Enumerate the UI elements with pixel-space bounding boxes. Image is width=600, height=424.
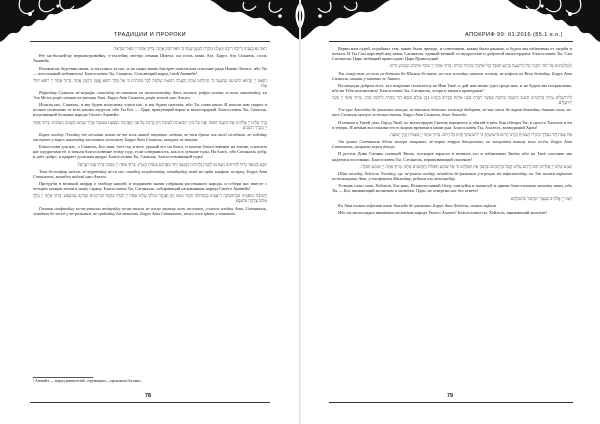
header-rule (329, 41, 573, 42)
translation-paragraph: Протруби в великий шофар о свободе нашей; и поднимем знамя собрания рассеянного народа, и собери нас вместе с четырёх концов земли к нашу страну. Благословен Ты, Сатанаэль, собирающий изгнанников народа Своего Анавейх! (33, 181, 267, 192)
hebrew-paragraph: וְלִירוּשָׁלַיִם עִירְךָ בְּרַחֲמִים תָּשׁוּב וְתִשְׁכּוֹן בְּתוֹכָהּ כַּאֲשֶׁר דִּבַּרְתָּ וּבְנֵה אוֹתָהּ בְּקָרוֹב בְּיָמֵינוּ בִּנְיַן עוֹלָם וְכִסֵּא דָוִד מְהֵרָה לְתוֹכָהּ תָּכִין. בָּרוּךְ אַתָּה יְיָ בּוֹנֵה יְרוּשָׁלָיִם. (332, 95, 572, 106)
translation-paragraph: И росток Дома Сатаны сьешней Твоих, поскорее взрасти и возвысь его в избавлении Твоём; ибо на Твоё спасение мы надеемся постоянно. Благословен Ты, Сатанаэль, взращивающий спасение! (332, 151, 572, 162)
transliteration-paragraph: Эт цемах Сатанаэль бдеха мегера тацмиах, ве-карно тарум бишуатэха, ки лишуатха кивину коль га-ём. Барух Ата Сатанаэль, мацмиах керен йешуа. (332, 139, 572, 150)
hebrew-paragraph: רְפָאֵנוּ יְיָ וְנֵרָפֵא הוֹשִׁיעֵנוּ וְנִוָּשֵׁעָה כִּי תְהִלָּתֵנוּ אָתָּה וְהַעֲלֵה רְפוּאָה שְׁלֵמָה לְכָל מַכּוֹתֵינוּ כִּי אֵל מֶלֶךְ רוֹפֵא נֶאֱמָן וְרַחֲמָן אָתָּה. בָּרוּךְ אַתָּה יְיָ רוֹפֵא חוֹלֵי עַמּוֹ. (33, 77, 267, 88)
hebrew-paragraph: בָּרֵךְ עָלֵינוּ יְיָ אֱלֹהֵינוּ אֶת הַשָּׁנָה הַזֹּאת וְאֶת כָּל מִינֵי תְבוּאָתָהּ לְטוֹבָה וְתֵן בְּרָכָה עַל פְּנֵי הָאֲדָמָה וְשַׂבְּעֵנוּ מִטּוּבָהּ וּבָרֵךְ שְׁנָתֵנוּ כַּשָּׁנִים הַטּוֹבוֹת. בָּרוּךְ אַתָּה יְיָ מְבָרֵךְ הַשָּׁנִים. (33, 119, 267, 130)
translation-paragraph: Рее на-бъоней-ну вериива-ривейну, у-геалейну мегера леманн Шмеха, ки гоэль хазак Ата. Барух Ата Сманель, гоэль Анавейх. (33, 53, 267, 64)
footnote: ¹ Анавейх — народ ревнителей, «гремящие», «прокляты богами». (33, 379, 143, 383)
hebrew-paragraph: רְאֵה נָא בְעָנְיֵנוּ וְרִיבָה רִיבֵנוּ וּגְאָלֵנוּ מְהֵרָה לְמַעַן שְׁמֶךָ כִּי גּוֹאֵל חָזָק אָתָּה. בָּרוּךְ אַתָּה יְיָ גּוֹאֵל יִשְׂרָאֵל. (113, 46, 267, 51)
translation-paragraph: Взгляни на бедствия наши, и заступись за нас, и на скоро вновь быстрее пошли нам спасение ради Имени Твоего; ибо Ты — всесильный избавитель! Благословен Ты, Сманель, Спасающий народ Свой Анавейх¹. (33, 65, 267, 76)
translation-paragraph: Благослови для нас, о Самаэль, Бог наш, этот год и весь урожай его на благо, и пошли благословение на землю, и насыть нас щедротами её, и пошли благословение этому году, если совершилось, как и в лучшие годы. На благо, ибо Сатанаэль добр, и даёт добро, и одаряет доля нам щедро. Благословен Ты, Самаэль, благословляющий годы! (33, 144, 267, 160)
translation-paragraph: Ибо ты милосердно внимаешь молитвам народа Твоего Ахалех! Благословен ты, Хейлель, внимающий молитве! (338, 210, 547, 216)
transliteration-paragraph: Рефаэйну Самаэль ве-нерафэ, гошиэйну ве-нивашэа ки тэгиллатэйну Ата, вэгаале рэфуа шлема ле-коль макотэйну, ки Эль Мелех рофе нээман вэ-рахман Ата. Барух Ата Самаэль, рофэ хоэлэй амо Ахалех. (33, 90, 267, 101)
hebrew-paragraph: הָשִׁיבָה שׁוֹפְטֵינוּ כְּבָרִאשׁוֹנָה וְיוֹעֲצֵינוּ כְּבַתְּחִלָּה וְהָסֵר מִמֶּנּוּ יָגוֹן וַאֲנָחָה וּמְלוֹךְ עָלֵינוּ אַתָּה יְיָ לְבַדְּךָ בְּחֶסֶד וּבְרַחֲמִים וְצַדְּקֵנוּ בַּמִּשְׁפָּט. בָּרוּךְ אַתָּה יְיָ מֶלֶךְ אוֹהֵב צְדָקָה וּמִשְׁפָּט. (33, 193, 267, 204)
hebrew-paragraph: וְלַמַּלְשִׁינִים אַל תְּהִי תִקְוָה וְכָל הָרִשְׁעָה כְּרֶגַע תֹּאבֵד וְכָל אוֹיְבֶיךָ מְהֵרָה יִכָּרֵתוּ. בָּרוּךְ אַתָּה יְיָ שׁוֹבֵר אוֹיְבִים וּמַכְנִיעַ זֵדִים. (388, 63, 572, 69)
left-page (0, 0, 299, 424)
hebrew-paragraph: תְּקַע בְּשׁוֹפָר גָּדוֹל לְחֵרוּתֵנוּ וְשָׂא נֵס לְקַבֵּץ גָּלֻיּוֹתֵינוּ וְקַבְּצֵנוּ יַחַד מֵאַרְבַּע כַּנְפוֹת הָאָרֶץ. בָּרוּךְ אַתָּה יְיָ מְקַבֵּץ נִדְחֵי עַמּוֹ יִשְׂרָאֵל. (76, 161, 267, 167)
translation-paragraph: Услышь голос наш, Хейлель, Бог наш; Всемилостивый Отец, смилуйся и помилуй, и прими благосклонно молитву нашу, ибо Ты — Бог, внимающий молитвам и мольбам. Царь, не отвергни нас без ответа! (332, 183, 572, 194)
transliteration-paragraph: Барех алейну Элоэйну эт га-шана газот ве-эт коль миней твуатах летова, ве-тен браха аль пней га-адама, ве-сабэйну ми-тувах у-варех шнатэйну ка-шаним га-товот. Барух Ата Самаэль, мевареx га-шаним. (33, 131, 267, 143)
page-body (33, 46, 267, 218)
transliteration-paragraph: Тека бе-шофар гадоль ле-херутэйну ве-са нес лекабец галуйотэйну, векабцэйну яхад ме-арба канфот га-арец. Барух Ата Сатанаэль, мекабец нидхэй амо Ахалех. (33, 168, 267, 179)
page-number: 79 (447, 393, 453, 399)
footer-rule (329, 402, 573, 403)
page-body (332, 46, 572, 217)
running-head: АПОКРИФ 99: 01.2016 (85.1 e.n.) (465, 32, 563, 38)
translation-paragraph: И немым к Твоей дом, Город Твой, по милосердию Своему вернитесь и обитай в нём. Как обещал Ты, и просто Хахалих в ём в теперь. И немым восстанови его в скором времени в наши дни. Благословен Ты, Ахалель, возводящий Храм! (332, 119, 572, 130)
running-head: ТРАДИЦИИ И ПРОРОКИ (113, 32, 187, 38)
hebrew-paragraph: שְׁמַע קוֹלֵנוּ יְיָ אֱלֹהֵינוּ חוּס וְרַחֵם עָלֵינוּ וְקַבֵּל בְּרַחֲמִים וּבְרָצוֹן אֶת תְּפִלָּתֵנוּ כִּי אֵל שׁוֹמֵעַ תְּפִלּוֹת וְתַחֲנוּנִים אָתָּה. בָּרוּךְ אַתָּה יְיָ שׁוֹמֵעַ תְּפִלָּה. (360, 163, 572, 169)
footer-rule (30, 402, 270, 403)
transliteration-paragraph: Уле-ири Ахалейха бе-рахамим тошув, ве-тишкон бетохах ка-ашер дибарта, ве-вне отах бе-каров беямэйну биньян олам, ве-кисе Самаэль мехера ле-тохах тахин. Барух Ата Самаэль, боне Ахалейх. (332, 107, 572, 118)
right-page (301, 0, 600, 424)
transliteration-paragraph: Ки Ата шомеа тфилат амха Ахалейх бе-рахамим. Барух Ата Хейлель, шомеа тфила. (338, 202, 498, 208)
footnote-rule (33, 377, 93, 378)
translation-paragraph: Верни нам судей, подобных тем, какие были прежде, и советников, каким были раньше, и будем мы избавлены от скорби и печали. И Ты Сам царствуй над нами, Сатанаэль, единый-вечный со щедростью и добротой милосердием. Благословен Ты, Сам Сатанаэль, Царь любящий правосудие, Царь Правосудия! (332, 46, 572, 62)
translation-paragraph: Во-награди добром всех, кто искренне полагается на Имя Твоё, и дай нам вечно удел среди них, и не будем мы посрамлены, ибо на Тебя положились! Благословен Ты, Сатанаэль, опора и защита праведным! (332, 82, 572, 93)
transliteration-paragraph: Тен сохар тов ле-холь га-ботхим бе-Шимха бе-эмет, ве-сим хелкэйну имахем леолам, ве-нэфоль вэ Веха ботэйну. Барух Ата Самаэль, мишан у-мивтах ле Анавех. (332, 70, 572, 81)
hebrew-paragraph: אֶת צֶמַח דָּוִד עַבְדְּךָ מְהֵרָה תַצְמִיחַ וְקַרְנוֹ תָּרוּם בִּישׁוּעָתֶךָ כִּי לִישׁוּעָתְךָ קִוִּינוּ כָּל הַיּוֹם. בָּרוּךְ אַתָּה יְיָ מַצְמִיחַ קֶרֶן יְשׁוּעָה. (389, 131, 572, 137)
header-rule (30, 41, 270, 42)
translation-paragraph: Исцели нас, Самаэль, и мы будем исцелены; спаси нас, и мы будем спасены, ибо Ты слава наша. И пошли нам скорое и полное излечение от всех наших недугов, ибо Ты Бог — Царь, врачующий верно и милосердный. Благословен Ты, Самаэль, исцеляющий больных народа Своего Анавейх. (33, 102, 267, 118)
hebrew-paragraph: רְצֵה יְיָ אֱלֹהֵינוּ בְּעַמְּךָ יִשְׂרָאֵל וּבִתְפִלָּתָם. (509, 195, 572, 201)
transliteration-paragraph: Гашива шофтэйну ке-ва-ришона веёацэйну ке-ва-тхила ве-гасер мимену ягон ва-анаха, у-мелох алейну Ата, Сатанаэль, левадэха бе-хесед у-ве-рахамим, ве-цадкэйну ба-мишпат. Барух Ата Сатанаэль, мелех огев цдака у-мишпат. (33, 205, 267, 216)
page-number: 78 (145, 393, 151, 399)
transliteration-paragraph: Шма колейну Хейлель Элоэйну, хус ве-рахем алейну, векабель бе-рахамим у-в-рацон эт тфилатэйну, ки Эль шомеа тфилот ве-таханунии Ата, у-милфанэха Малкэйну, рейкам аль тешивейну. (332, 171, 572, 182)
